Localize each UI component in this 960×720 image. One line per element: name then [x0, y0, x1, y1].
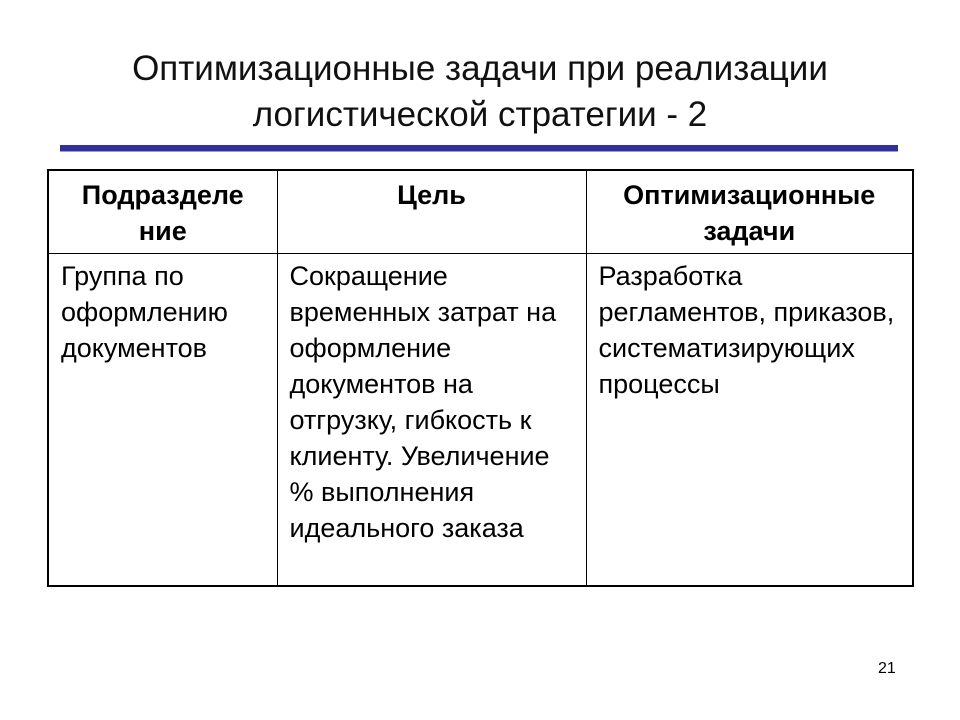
- tasks-text: Разработка регламентов, приказов, систематизирующих процессы: [598, 261, 895, 399]
- division-text: Группа по оформлению документов: [61, 261, 228, 363]
- title-underline: [60, 145, 898, 151]
- optimization-table: [47, 169, 914, 587]
- header-optimization-tasks: Оптимизационные задачи: [586, 170, 913, 254]
- header-division: Подразделе ние: [48, 170, 277, 254]
- table-header-row: [48, 170, 913, 254]
- page-number: 21: [878, 660, 896, 677]
- goal-text: Сокращение временных затрат на оформление документов на отгрузку, гибкость к клиенту. Увеличение % выполнения идеального заказа: [289, 261, 557, 543]
- header-goal: Цель: [277, 170, 586, 254]
- cell-division: [48, 254, 277, 586]
- cell-goal: [277, 254, 586, 586]
- slide-title: Оптимизационные задачи при реализации логистической стратегии - 2: [132, 49, 828, 134]
- cell-tasks: [586, 254, 913, 586]
- table-row: [48, 254, 913, 586]
